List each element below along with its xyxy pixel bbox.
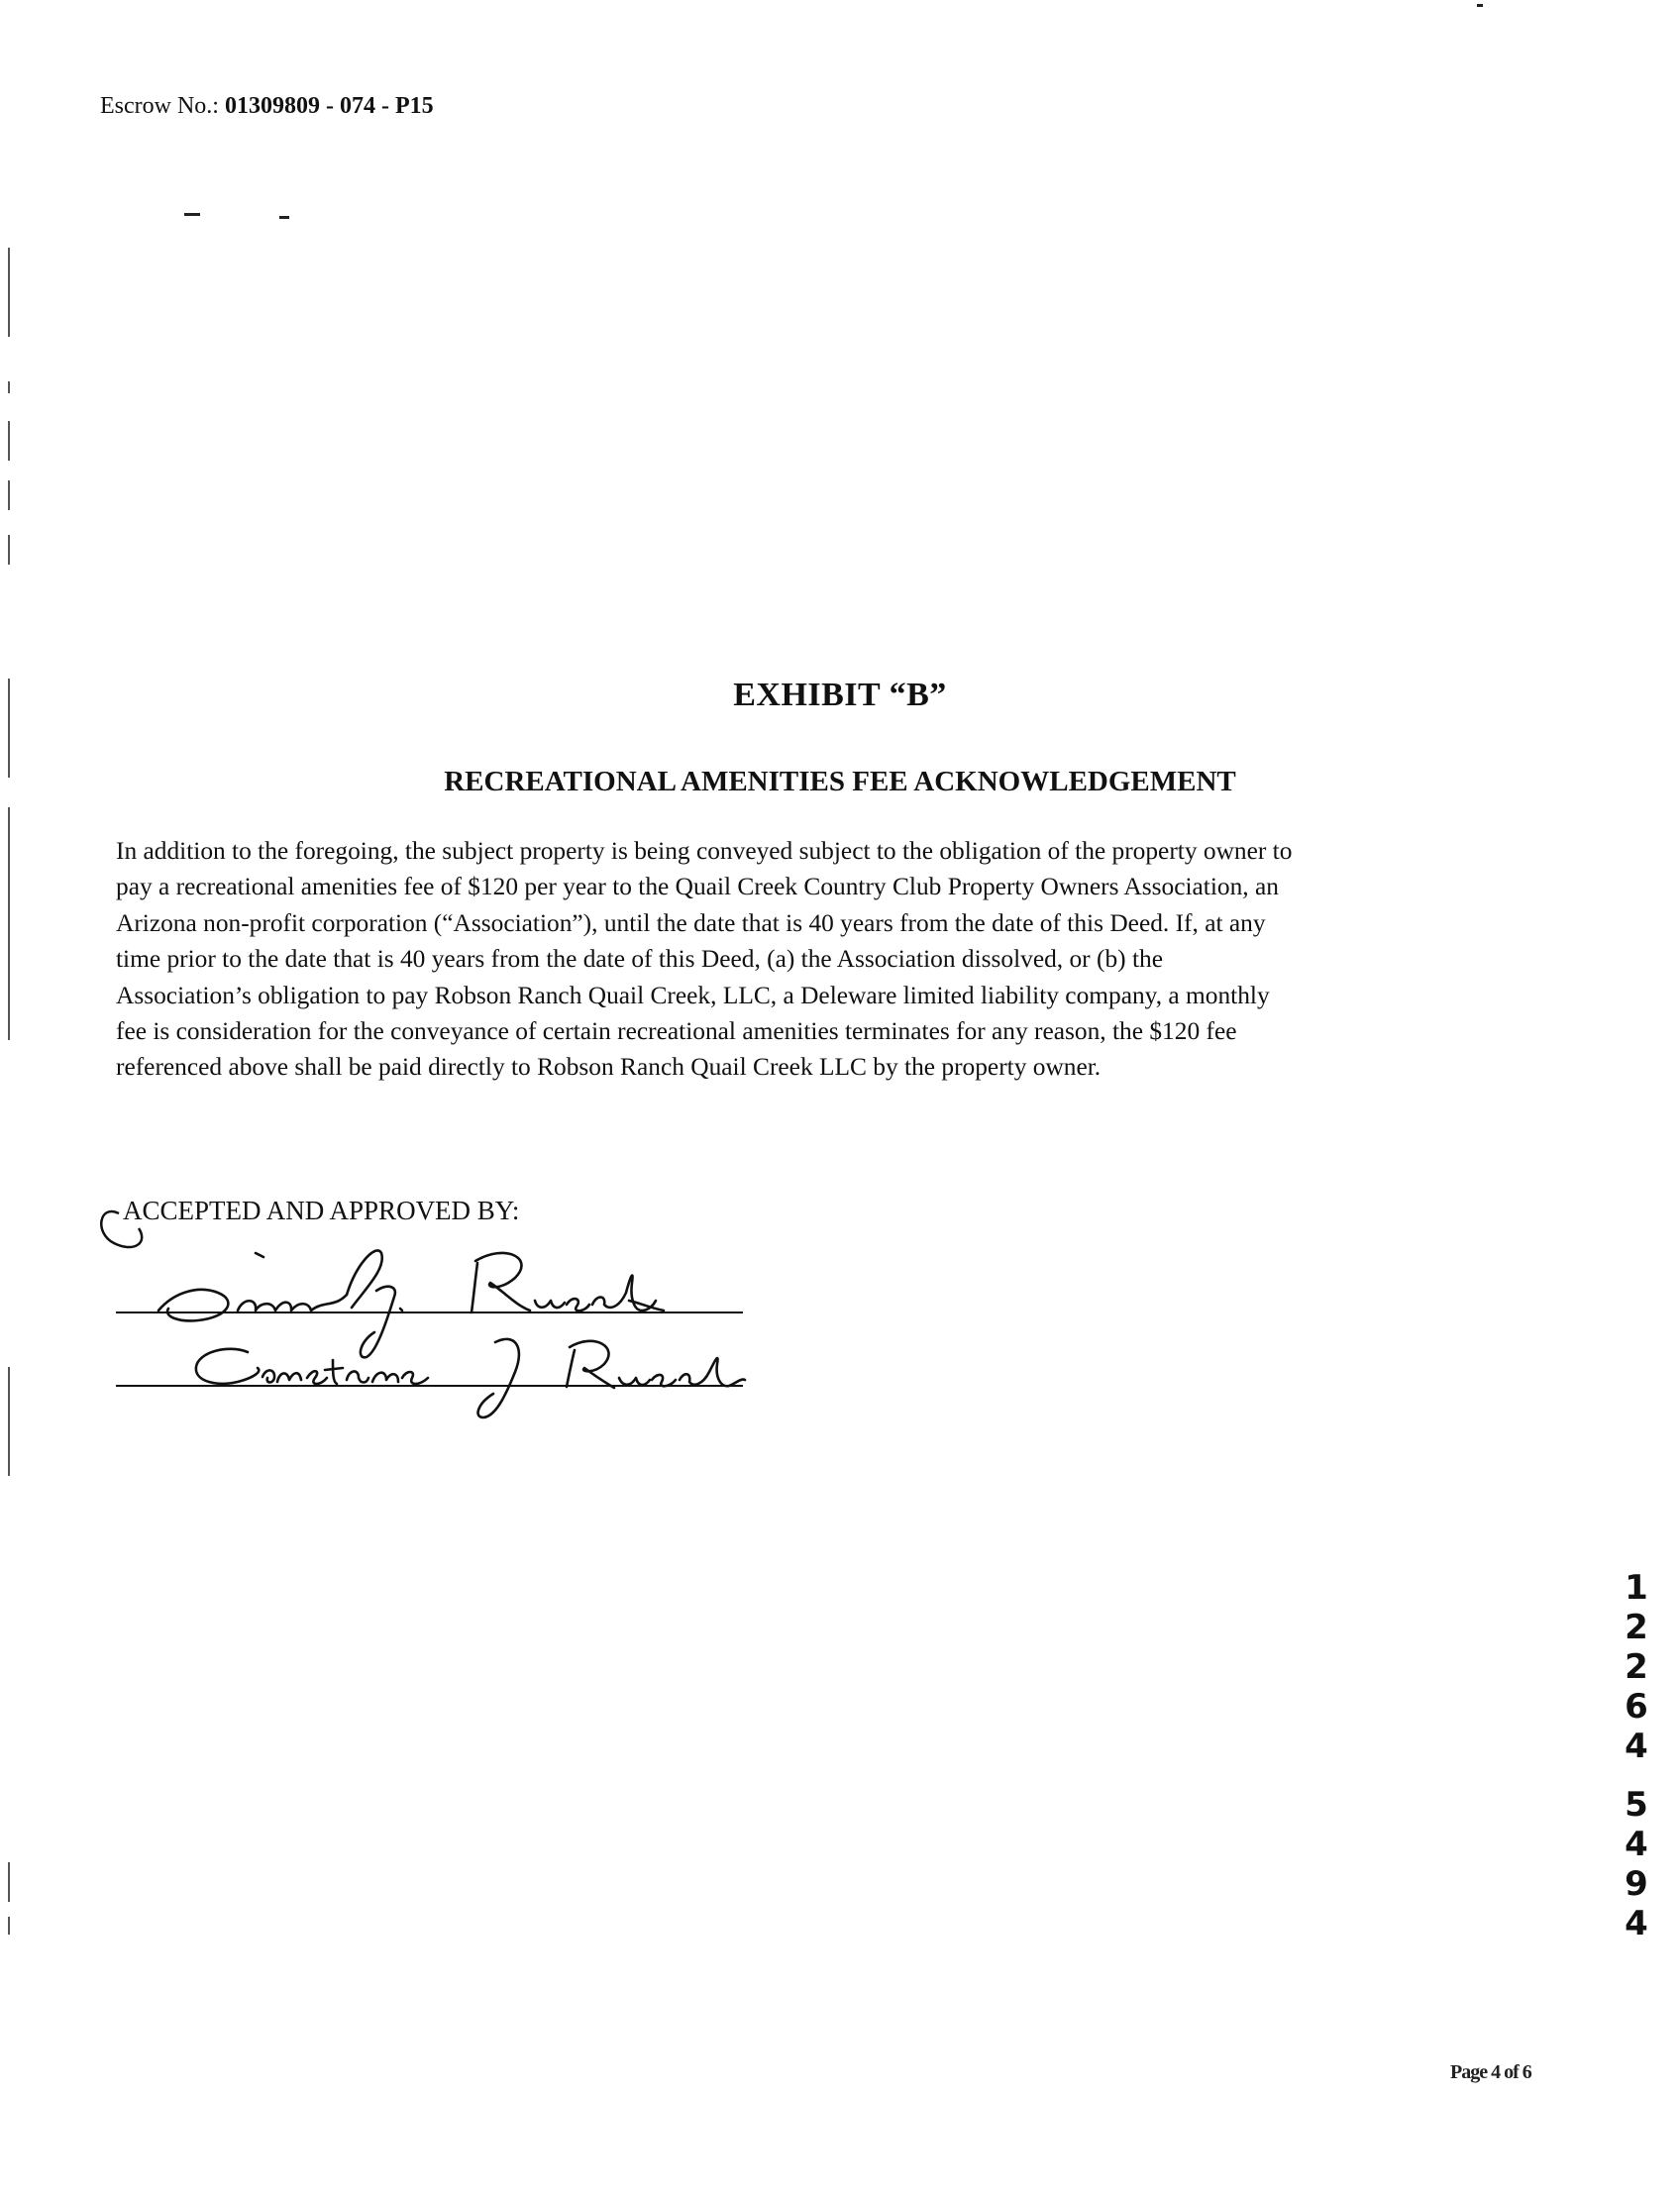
- side-stamp-digit: 2: [1625, 1608, 1648, 1647]
- signature-constance-rusch: [196, 1339, 745, 1417]
- scan-edge-line: [8, 1862, 10, 1902]
- scan-speck: [184, 213, 200, 216]
- scan-speck: [279, 216, 289, 219]
- signature-flourish: [101, 1211, 142, 1247]
- body-paragraph: [116, 833, 1503, 1086]
- body-line: In addition to the foregoing, the subject property is being conveyed subject to the obligation of the property owner to: [116, 837, 1293, 865]
- scan-edge-line: [8, 1367, 10, 1476]
- scan-edge-line: [8, 248, 10, 337]
- side-stamp-digit: 5: [1625, 1785, 1648, 1825]
- body-line: referenced above shall be paid directly to Robson Ranch Quail Creek LLC by the property owner.: [116, 1053, 1102, 1082]
- escrow-number: 01309809 - 074 - P15: [224, 93, 434, 119]
- scan-edge-line: [8, 381, 10, 393]
- side-stamp-digit: 2: [1625, 1647, 1648, 1687]
- page-number-label: Page 4 of 6: [1450, 2061, 1531, 2083]
- exhibit-title: EXHIBIT “B”: [733, 677, 947, 713]
- side-stamp-digit: 1: [1625, 1568, 1648, 1608]
- body-line: Association’s obligation to pay Robson Ranch Quail Creek, LLC, a Deleware limited liability company, a monthly: [116, 981, 1270, 1009]
- body-line: fee is consideration for the conveyance of certain recreational amenities terminates for any reason, the $120 fee: [116, 1017, 1237, 1046]
- accepted-approved-label: ACCEPTED AND APPROVED BY:: [123, 1196, 520, 1225]
- signatures-graphic: [79, 1184, 753, 1421]
- escrow-label: Escrow No.:: [100, 93, 219, 119]
- scan-edge-line: [8, 535, 10, 565]
- side-stamp-digit: 4: [1625, 1904, 1648, 1943]
- scan-speck: [1477, 4, 1483, 7]
- side-stamp-number-bottom: [1619, 1785, 1654, 1943]
- side-stamp-digit: 9: [1625, 1864, 1648, 1904]
- escrow-header: [100, 91, 434, 121]
- side-stamp-digit: 4: [1625, 1727, 1648, 1766]
- side-stamp-digit: 6: [1625, 1687, 1648, 1727]
- body-line: Arizona non-profit corporation (“Association”), until the date that is 40 years from the date of this Deed. If, at any: [116, 908, 1266, 937]
- scan-edge-line: [8, 421, 10, 461]
- scan-edge-line: [8, 807, 10, 1040]
- side-stamp-digit: 4: [1625, 1825, 1648, 1864]
- exhibit-subtitle: RECREATIONAL AMENITIES FEE ACKNOWLEDGEMENT: [444, 766, 1236, 797]
- scan-edge-line: [8, 480, 10, 510]
- body-line: time prior to the date that is 40 years from the date of this Deed, (a) the Association dissolved, or (b) the: [116, 945, 1163, 974]
- side-stamp-number-top: [1619, 1568, 1654, 1766]
- body-line: pay a recreational amenities fee of $120 per year to the Quail Creek Country Club Property Owners Association, an: [116, 873, 1279, 901]
- scan-edge-line: [8, 1917, 10, 1935]
